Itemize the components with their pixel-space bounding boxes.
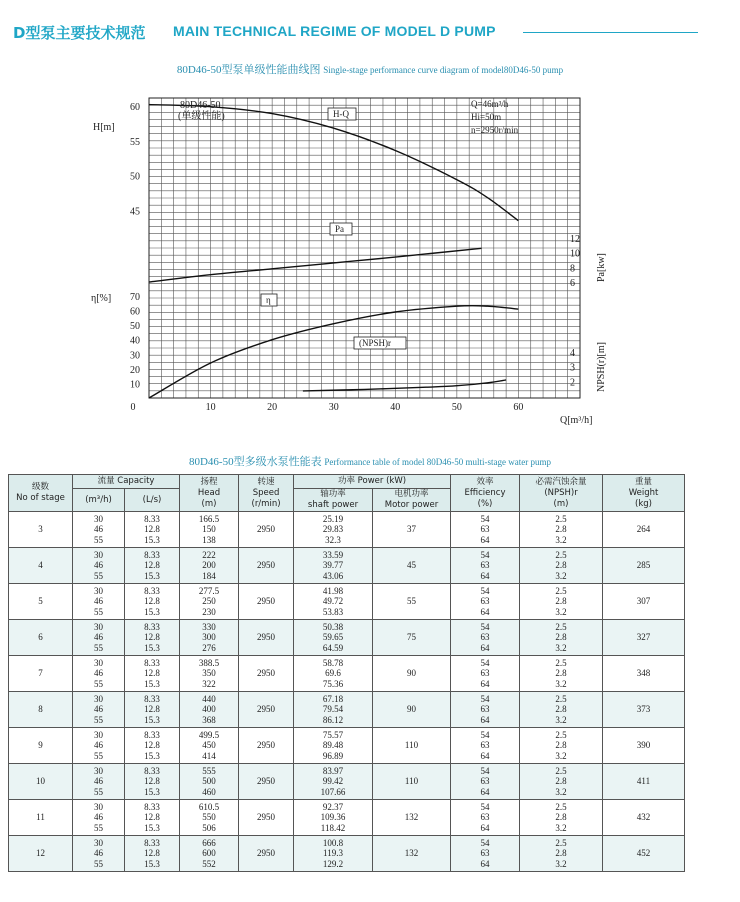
flow-ls-cell: 8.33 12.8 15.3 — [125, 512, 180, 548]
table-title-zh: 80D46-50型多级水泵性能表 — [188, 456, 322, 468]
chart-title-zh: 80D46-50型泵单级性能曲线图 — [176, 64, 321, 76]
x-tick-label: 20 — [267, 402, 278, 413]
x-tick-label: 0 — [130, 402, 136, 413]
flow-ls-cell: 8.33 12.8 15.3 — [125, 584, 180, 620]
efficiency-cell: 54 63 64 — [451, 836, 520, 872]
flow-ls-cell: 8.33 12.8 15.3 — [125, 692, 180, 728]
stage-cell: 7 — [9, 656, 73, 692]
model-note: (单级性能) — [178, 111, 225, 122]
shaft-power-cell: 67.18 79.54 86.12 — [294, 692, 373, 728]
npsh-cell: 2.5 2.8 3.2 — [520, 800, 603, 836]
flow-m3h-cell: 30 46 55 — [73, 764, 125, 800]
npsh-tick-label: 3 — [570, 362, 575, 374]
npsh-axis-label: NPSH(r)[m] — [596, 342, 607, 392]
npsh-cell: 2.5 2.8 3.2 — [520, 836, 603, 872]
weight-cell: 327 — [603, 620, 685, 656]
x-tick-label: 50 — [451, 402, 462, 413]
header-stage: 级数 No of stage — [9, 475, 73, 512]
table-row — [9, 728, 685, 764]
flow-m3h-cell: 30 46 55 — [73, 800, 125, 836]
weight-cell: 390 — [603, 728, 685, 764]
motor-power-cell: 110 — [373, 728, 451, 764]
table-body — [9, 512, 685, 872]
flow-m3h-cell: 30 46 55 — [73, 584, 125, 620]
efficiency-axis-label: η[%] — [91, 293, 112, 304]
efficiency-tick-label: 50 — [130, 321, 140, 333]
table-row — [9, 836, 685, 872]
speed-cell: 2950 — [239, 836, 294, 872]
weight-cell: 373 — [603, 692, 685, 728]
motor-power-cell: 132 — [373, 836, 451, 872]
head-axis-label: H[m] — [93, 122, 115, 133]
motor-power-cell: 55 — [373, 584, 451, 620]
npsh-cell: 2.5 2.8 3.2 — [520, 620, 603, 656]
motor-power-cell: 75 — [373, 620, 451, 656]
flow-ls-cell: 8.33 12.8 15.3 — [125, 728, 180, 764]
stage-cell: 4 — [9, 548, 73, 584]
flow-m3h-cell: 30 46 55 — [73, 728, 125, 764]
motor-power-cell: 110 — [373, 764, 451, 800]
header-power: 功率 Power (kW) — [294, 475, 451, 489]
header-flow-ls: (L/s) — [125, 489, 180, 512]
npsh-cell: 2.5 2.8 3.2 — [520, 548, 603, 584]
flow-m3h-cell: 30 46 55 — [73, 656, 125, 692]
efficiency-cell: 54 63 64 — [451, 656, 520, 692]
shaft-power-cell: 41.98 49.72 53.83 — [294, 584, 373, 620]
npsh-cell: 2.5 2.8 3.2 — [520, 656, 603, 692]
speed-cell: 2950 — [239, 800, 294, 836]
table-row — [9, 692, 685, 728]
page-title-zh: D型泵主要技术规范 — [13, 24, 146, 42]
efficiency-cell: 54 63 64 — [451, 548, 520, 584]
info-text: Hi=50m — [471, 112, 502, 122]
page-header — [13, 22, 728, 42]
speed-cell: 2950 — [239, 548, 294, 584]
efficiency-tick-label: 10 — [130, 379, 140, 391]
head-cell: 222 200 184 — [180, 548, 239, 584]
flow-ls-cell: 8.33 12.8 15.3 — [125, 620, 180, 656]
speed-cell: 2950 — [239, 584, 294, 620]
header-shaft-power: 轴功率 shaft power — [294, 489, 373, 512]
series-label: (NPSH)r — [359, 338, 392, 348]
speed-cell: 2950 — [239, 620, 294, 656]
header-npsh: 必需汽蚀余量 (NPSH)r (m) — [520, 475, 603, 512]
weight-cell: 348 — [603, 656, 685, 692]
head-cell: 388.5 350 322 — [180, 656, 239, 692]
stage-cell: 9 — [9, 728, 73, 764]
head-cell: 166.5 150 138 — [180, 512, 239, 548]
flow-m3h-cell: 30 46 55 — [73, 620, 125, 656]
speed-cell: 2950 — [239, 764, 294, 800]
info-text: n=2950r/min — [471, 125, 519, 135]
motor-power-cell: 90 — [373, 656, 451, 692]
power-tick-label: 10 — [570, 248, 580, 260]
table-title — [0, 453, 740, 469]
series-label: H-Q — [333, 109, 349, 119]
stage-cell: 8 — [9, 692, 73, 728]
series-label: η — [266, 295, 271, 305]
header-head: 扬程 Head (m) — [180, 475, 239, 512]
chart-title-en: Single-stage performance curve diagram of model80D46-50 pump — [323, 65, 564, 75]
power-tick-label: 8 — [570, 263, 575, 275]
x-tick-label: 60 — [513, 402, 524, 413]
power-axis-label: Pa[kw] — [596, 253, 607, 282]
table-row — [9, 512, 685, 548]
weight-cell: 411 — [603, 764, 685, 800]
motor-power-cell: 90 — [373, 692, 451, 728]
head-cell: 499.5 450 414 — [180, 728, 239, 764]
curve-power — [149, 248, 482, 282]
header-rule — [523, 32, 698, 33]
header-speed: 转速 Speed (r/min) — [239, 475, 294, 512]
npsh-cell: 2.5 2.8 3.2 — [520, 512, 603, 548]
flow-m3h-cell: 30 46 55 — [73, 836, 125, 872]
shaft-power-cell: 33.59 39.77 43.06 — [294, 548, 373, 584]
page-title-en: MAIN TECHNICAL REGIME OF MODEL D PUMP — [173, 23, 496, 39]
efficiency-tick-label: 20 — [130, 364, 140, 376]
header-weight: 重量 Weight (kg) — [603, 475, 685, 512]
performance-table — [8, 474, 685, 872]
table-row — [9, 800, 685, 836]
efficiency-cell: 54 63 64 — [451, 584, 520, 620]
npsh-cell: 2.5 2.8 3.2 — [520, 764, 603, 800]
table-row — [9, 584, 685, 620]
head-tick-label: 50 — [130, 171, 140, 183]
table-row — [9, 764, 685, 800]
performance-chart — [0, 80, 740, 440]
head-cell: 277.5 250 230 — [180, 584, 239, 620]
npsh-cell: 2.5 2.8 3.2 — [520, 584, 603, 620]
table-row — [9, 620, 685, 656]
shaft-power-cell: 100.8 119.3 129.2 — [294, 836, 373, 872]
shaft-power-cell: 83.97 99.42 107.66 — [294, 764, 373, 800]
efficiency-tick-label: 60 — [130, 306, 140, 318]
motor-power-cell: 37 — [373, 512, 451, 548]
head-cell: 330 300 276 — [180, 620, 239, 656]
table-row — [9, 548, 685, 584]
head-tick-label: 55 — [130, 136, 140, 148]
efficiency-tick-label: 40 — [130, 335, 140, 347]
speed-cell: 2950 — [239, 728, 294, 764]
weight-cell: 452 — [603, 836, 685, 872]
efficiency-cell: 54 63 64 — [451, 512, 520, 548]
head-cell: 610.5 550 506 — [180, 800, 239, 836]
efficiency-cell: 54 63 64 — [451, 620, 520, 656]
shaft-power-cell: 25.19 29.83 32.3 — [294, 512, 373, 548]
shaft-power-cell: 75.57 89.48 96.89 — [294, 728, 373, 764]
series-label: Pa — [335, 224, 344, 234]
x-tick-label: 40 — [390, 402, 401, 413]
flow-ls-cell: 8.33 12.8 15.3 — [125, 656, 180, 692]
flow-m3h-cell: 30 46 55 — [73, 548, 125, 584]
weight-cell: 285 — [603, 548, 685, 584]
flow-ls-cell: 8.33 12.8 15.3 — [125, 548, 180, 584]
stage-cell: 12 — [9, 836, 73, 872]
weight-cell: 307 — [603, 584, 685, 620]
stage-cell: 6 — [9, 620, 73, 656]
weight-cell: 432 — [603, 800, 685, 836]
npsh-tick-label: 2 — [570, 377, 575, 389]
efficiency-tick-label: 30 — [130, 350, 140, 362]
header-motor-power: 电机功率 Motor power — [373, 489, 451, 512]
header-flow-m3h: (m³/h) — [73, 489, 125, 512]
stage-cell: 5 — [9, 584, 73, 620]
table-row — [9, 656, 685, 692]
header-flow: 流量 Capacity — [73, 475, 180, 489]
flow-ls-cell: 8.33 12.8 15.3 — [125, 836, 180, 872]
curve-npsh — [303, 380, 506, 391]
weight-cell: 264 — [603, 512, 685, 548]
stage-cell: 10 — [9, 764, 73, 800]
chart-grid — [149, 98, 580, 398]
speed-cell: 2950 — [239, 692, 294, 728]
header-efficiency: 效率 Efficiency (%) — [451, 475, 520, 512]
shaft-power-cell: 92.37 109.36 118.42 — [294, 800, 373, 836]
head-tick-label: 45 — [130, 206, 140, 218]
head-cell: 440 400 368 — [180, 692, 239, 728]
speed-cell: 2950 — [239, 656, 294, 692]
table-title-en: Performance table of model 80D46-50 multi-stage water pump — [324, 457, 552, 467]
x-tick-label: 10 — [205, 402, 216, 413]
efficiency-cell: 54 63 64 — [451, 764, 520, 800]
model-label: 80D46-50 — [180, 100, 221, 111]
x-axis-label: Q[m³/h] — [560, 415, 593, 426]
motor-power-cell: 132 — [373, 800, 451, 836]
x-tick-label: 30 — [328, 402, 339, 413]
efficiency-tick-label: 70 — [130, 292, 140, 303]
head-cell: 555 500 460 — [180, 764, 239, 800]
shaft-power-cell: 50.38 59.65 64.59 — [294, 620, 373, 656]
npsh-tick-label: 4 — [570, 348, 575, 359]
head-tick-label: 60 — [130, 102, 140, 113]
info-text: Q=46m³/h — [471, 99, 509, 109]
efficiency-cell: 54 63 64 — [451, 800, 520, 836]
npsh-cell: 2.5 2.8 3.2 — [520, 728, 603, 764]
flow-ls-cell: 8.33 12.8 15.3 — [125, 800, 180, 836]
power-tick-label: 6 — [570, 278, 575, 289]
head-cell: 666 600 552 — [180, 836, 239, 872]
flow-ls-cell: 8.33 12.8 15.3 — [125, 764, 180, 800]
power-tick-label: 12 — [570, 234, 580, 245]
efficiency-cell: 54 63 64 — [451, 728, 520, 764]
stage-cell: 11 — [9, 800, 73, 836]
shaft-power-cell: 58.78 69.6 75.36 — [294, 656, 373, 692]
flow-m3h-cell: 30 46 55 — [73, 512, 125, 548]
efficiency-cell: 54 63 64 — [451, 692, 520, 728]
npsh-cell: 2.5 2.8 3.2 — [520, 692, 603, 728]
speed-cell: 2950 — [239, 512, 294, 548]
flow-m3h-cell: 30 46 55 — [73, 692, 125, 728]
chart-title — [0, 61, 740, 77]
stage-cell: 3 — [9, 512, 73, 548]
motor-power-cell: 45 — [373, 548, 451, 584]
